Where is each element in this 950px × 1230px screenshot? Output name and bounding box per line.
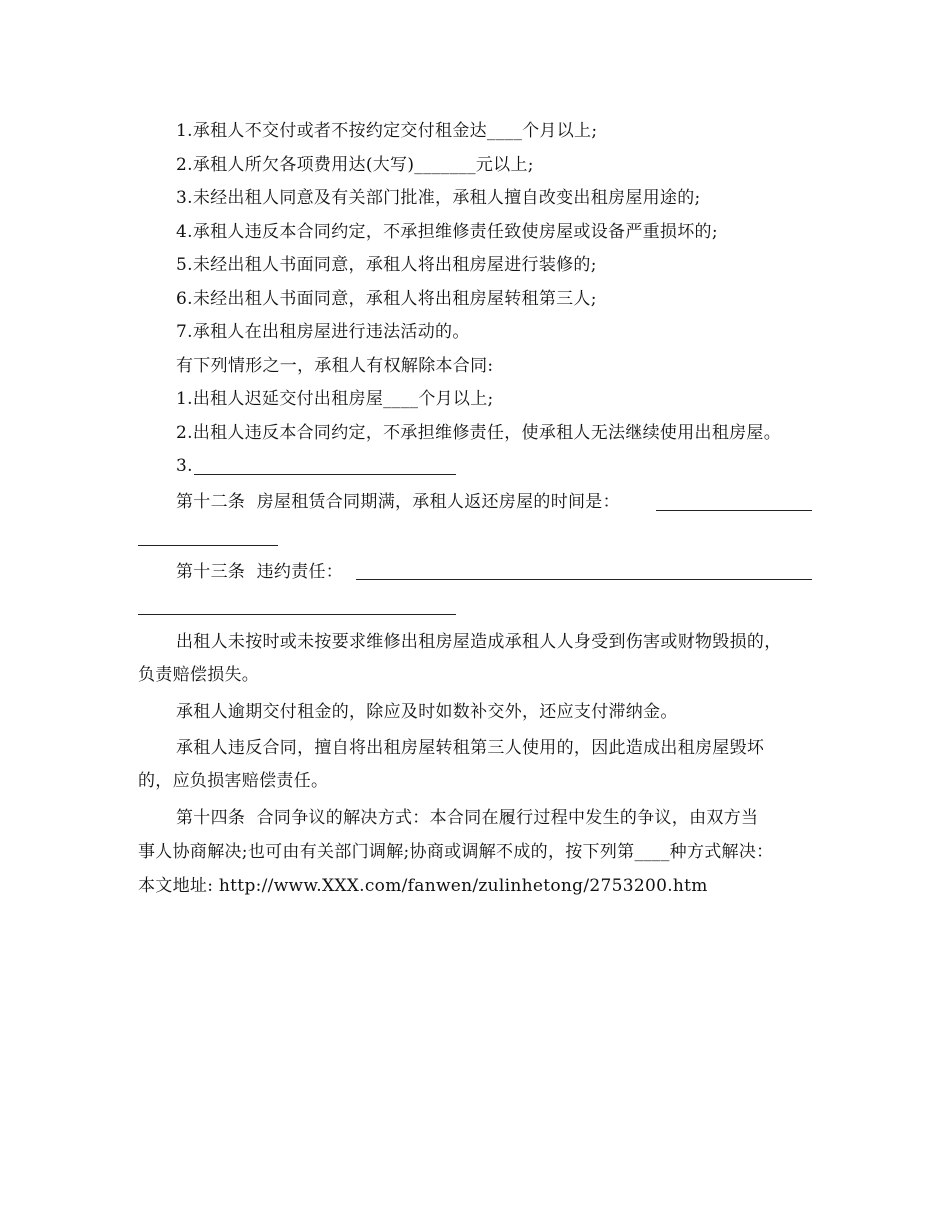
article-13: 第十三条 违约责任： <box>176 562 344 582</box>
blank-underline <box>138 614 456 615</box>
article-14: 第十四条 合同争议的解决方式：本合同在履行过程中发生的争议，由双方当 <box>176 808 759 828</box>
clause-line: 1.承租人不交付或者不按约定交付租金达____个月以上; <box>176 121 598 141</box>
clause-line: 5.未经出租人书面同意，承租人将出租房屋进行装修的; <box>176 255 597 275</box>
clause-line: 3.未经出租人同意及有关部门批准，承租人擅自改变出租房屋用途的; <box>176 188 701 208</box>
blank-underline <box>194 474 456 475</box>
clause-line: 4.承租人违反本合同约定，不承担维修责任致使房屋或设备严重损坏的; <box>176 222 718 242</box>
source-url: 本文地址: http://www.XXX.com/fanwen/zulinhetong/2753200.htm <box>138 876 708 896</box>
clause-line: 2.出租人违反本合同约定，不承担维修责任，使承租人无法继续使用出租房屋。 <box>176 423 782 443</box>
blank-underline <box>656 510 812 511</box>
paragraph-line: 的，应负损害赔偿责任。 <box>138 771 329 791</box>
clause-line: 6.未经出租人书面同意，承租人将出租房屋转租第三人; <box>176 289 597 309</box>
section-intro: 有下列情形之一，承租人有权解除本合同: <box>176 356 494 376</box>
blank-underline <box>356 579 812 580</box>
paragraph-line: 负责赔偿损失。 <box>138 665 260 685</box>
clause-line: 7.承租人在出租房屋进行违法活动的。 <box>176 322 470 342</box>
clause-line: 2.承租人所欠各项费用达(大写)_______元以上; <box>176 155 534 175</box>
paragraph-line: 承租人违反合同，擅自将出租房屋转租第三人使用的，因此造成出租房屋毁坏 <box>176 738 765 758</box>
clause-line: 1.出租人迟延交付出租房屋____个月以上; <box>176 389 494 409</box>
paragraph-line: 承租人逾期交付租金的，除应及时如数补交外，还应支付滞纳金。 <box>176 702 678 722</box>
paragraph-line: 事人协商解决;也可由有关部门调解;协商或调解不成的，按下列第____种方式解决： <box>138 842 774 862</box>
blank-underline <box>138 545 278 546</box>
clause-line: 3. <box>176 456 193 476</box>
article-12: 第十二条 房屋租赁合同期满，承租人返还房屋的时间是： <box>176 492 620 512</box>
paragraph-line: 出租人未按时或未按要求维修出租房屋造成承租人人身受到伤害或财物毁损的， <box>176 632 782 652</box>
